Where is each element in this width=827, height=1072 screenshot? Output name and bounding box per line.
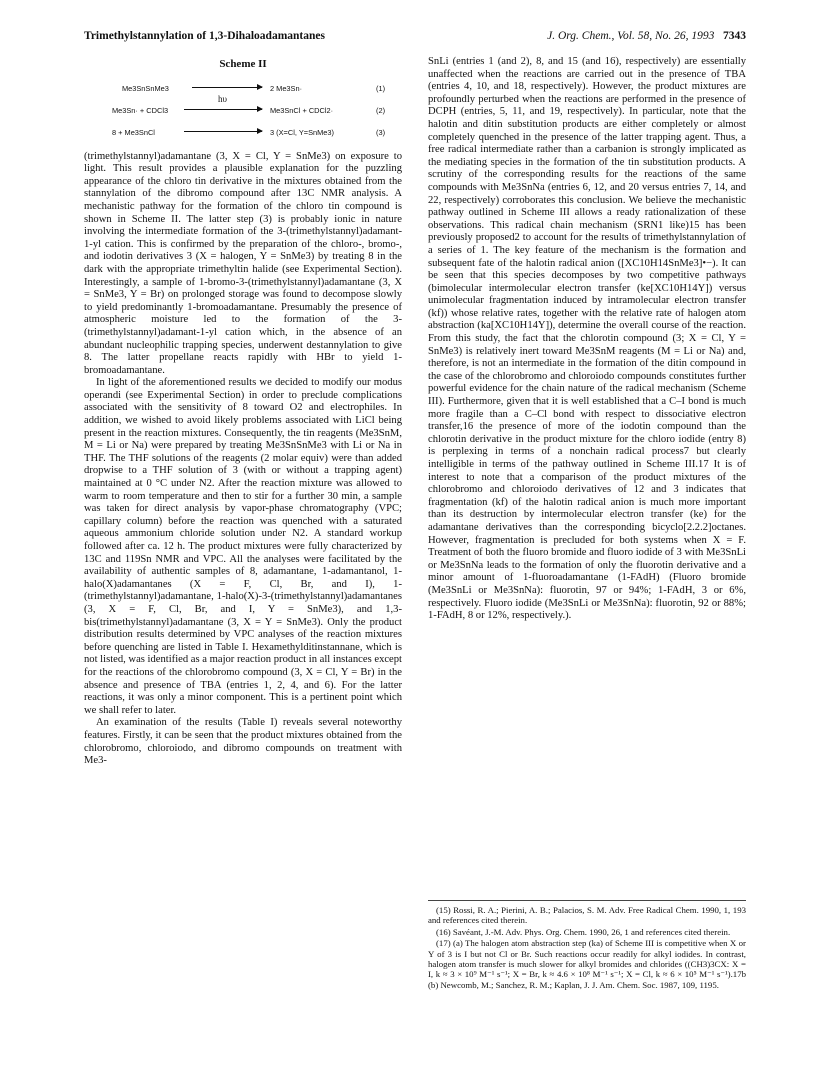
light-label: hυ	[218, 93, 227, 104]
paragraph: (trimethylstannyl)adamantane (3, X = Cl, Y = SnMe3) on exposure to light. This result provides a plausible explanation for the puzzling appearance of the chloro tin derivative in the mixtures obtained from the stannylation of the dibromo compound after 13C NMR analysis. A mechanistic pathway for the formation of the chloro tin compound is shown in Scheme II. The latter step (3) is probably ionic in nature involving the intermediate formation of the 3-(trimethylstannyl)adamant-1-yl cation. This is confirmed by the preparation of the chloro-, bromo-, and iodotin derivatives 3 (X = halogen, Y = SnMe3) by treating 8 in the dark with the appropriate trimethyltin halide (see Experimental Section). Interestingly, a sample of 1-bromo-3-(trimethylstannyl)adamantane (3, X = SnMe3, Y = Br) on prolonged storage was found to decompose slowly to yield predominantly 1-bromoadamantane. Presumably the presence of atmospheric moisture led to the formation of the 3-(trimethylstannyl)adamant-1-yl cation which, in the absence of an abundant nucleophilic trapping species, underwent destannylation to give 8. The latter propellane reacts rapidly with HBr to yield 1-bromoadamantane.	[84, 150, 402, 376]
paragraph: In light of the aforementioned results we decided to modify our modus operandi (see Experimental Section) in order to preclude complications associated with the sensitivity of 8 toward O2 and electrophiles. In addition, we wished to avoid likely problems associated with LiCl being present in the reaction mixtures. Consequently, the tin reagents (Me3SnM, M = Li or Na) were prepared by treating Me3SnSnMe3 with Li or Na in THF. The THF solutions of the reagents (2 molar equiv) were than added dropwise to a THF solution of 3 (with or without a trapping agent) maintained at 0 °C under N2. After the reaction mixture was allowed to warm to room temperature and then to stir for a further 30 min, a sample was taken for direct analysis by vapor-phase chromatography (VPC; capillary column) before the reaction was quenched with a saturated aqueous ammonium chloride solution under N2. A standard workup followed after ca. 12 h. The product mixtures were fully characterized by 13C and 119Sn NMR and VPC. All the analyses were facilitated by the availability of authentic samples of 8, adamantane, 1-adamantanol, 1-halo(X)adamantanes (X = F, Cl, Br, and I), 1-(trimethylstannyl)adamantane, 1-halo(X)-3-(trimethylstannyl)adamantanes (3, X = F, Cl, Br, and I, Y = SnMe3), and 1,3-bis(trimethylstannyl)adamantane (3, X = Y = SnMe3). Only the product distribution results determined by VPC analyses of the reaction mixtures before quenching are listed in Table I. Hexamethylditinstannane, which is not listed, was identified as a major reaction product in all instances except for the reactions of the chlorobromo compound (3, X = Cl, Y = Br) in the absence and presence of TBA (entries 1, 2, 4, and 6). For the latter reactions, it was only a minor component. This is a pertinent point which we shall refer to later.	[84, 377, 403, 716]
equation-number: (1)	[376, 83, 386, 93]
scheme-ii	[84, 58, 402, 143]
page-number: 7343	[723, 30, 746, 42]
footnote: (17) (a) The halogen atom abstraction step (ka) of Scheme III is competitive when X or Y of 3 is I but not Cl or Br. Such reactions occur readily for alkyl iodides. In contrast, halogen atom transfer is much slower for alkyl bromides and chlorides ((CH3)3CX: X = I, k ≈ 3 × 10⁹ M⁻¹ s⁻¹; X = Br, k ≈ 4.6 × 10⁸ M⁻¹ s⁻¹; X = Cl, k ≈ 6 × 10⁵ M⁻¹ s⁻¹).17b (b) Newcomb, M.; Sanchez, R. M.; Kaplan, J. J. Am. Chem. Soc. 1987, 109, 1195.	[428, 938, 746, 990]
right-column	[428, 56, 746, 623]
footnote: (16) Savéant, J.-M. Adv. Phys. Org. Chem. 1990, 26, 1 and references cited therein.	[436, 926, 731, 937]
reaction-arrow	[184, 131, 262, 132]
equation-number: (3)	[376, 127, 386, 137]
scheme-row-2	[84, 99, 402, 121]
running-title: Trimethylstannylation of 1,3-Dihaloadamantanes	[84, 30, 325, 42]
scheme-row-3	[84, 121, 402, 143]
scheme-product: Me3SnCl + CDCl2·	[270, 105, 334, 115]
footnotes	[428, 900, 746, 991]
scheme-product: 2 Me3Sn·	[270, 83, 303, 93]
scheme-row-1	[84, 77, 402, 104]
footnote: (15) Rossi, R. A.; Pierini, A. B.; Palacios, S. M. Adv. Free Radical Chem. 1990, 1, 193 and references cited therein.	[428, 905, 746, 926]
reaction-arrow	[192, 87, 262, 104]
scheme-reactant: 8 + Me3SnCl	[112, 127, 155, 137]
paragraph: An examination of the results (Table I) reveals several noteworthy features. Firstly, it can be seen that the product mixtures obtained from the chlorobromo, chloroiodo, and dibromo compounds on treatment with Me3-	[84, 717, 402, 767]
running-header	[84, 30, 746, 46]
paragraph: SnLi (entries 1 (and 2), 8, and 15 (and 16), respectively) are essentially unaffected when the reactions are carried out in the presence of TBA (entries 4, 10, and 18, respectively). However, the product mixtures are profoundly perturbed when the reactions are performed in the presence of DCPH (entries, 5, 11, and 19, respectively). In particular, note that the halotin and ditin substitution products are either completely or almost completely quenched in the presence of the latter trapping agent. Thus, a free radical intermediate rather than a carbanion is strongly implicated as the mediating species in the formation of the tin substitution products. A scrutiny of the corresponding results for the reactions of the same compounds with Me3SnNa (entries 6, 12, and 20 versus entries 7, 14, and 22, respectively) corroborates this conclusion. We believe the mechanistic pathway outlined in Scheme III allows a ready rationalization of these observations. This radical chain mechanism (SRN1 like)15 has been previously proposed2 to account for the results of trimethylstannylation of a series of 1. The key feature of the mechanism is the formation and subsequent fate of the halotin radical anion ([XC10H14SnMe3]•−). It can be seen that this species decomposes by two competitive pathways (bimolecular intermolecular electron transfer (ke[XC10H14Y]) versus unimolecular fragmentation induced by intramolecular electron transfer (kf)) whose relative rates, together with the relative rate of halogen atom abstraction (ka[XC10H14Y]), determine the overall course of the reaction. From this study, the fact that the chlorotin compound (3; X = Cl, Y = SnMe3) is relatively inert toward Me3SnM reagents (M = Li or Na) and, therefore, is not an intermediate in the formation of the ditin compound in the case of the chlorobromo and chloroiodo compounds constitutes further powerful evidence for the chain nature of the radical mechanism (Scheme III). Furthermore, given that it is well established that a C–I bond is much more fragile than a C–Cl bond with respect to dissociative electron transfer,16 the presence of more of the iodotin compound than the chlorotin derivative in the product mixture for the chloro iodide (entry 8) is perplexing in terms of a nonchain radical process7 but clearly intelligible in terms of the pathway outlined in Scheme III.17 It is of interest to note that a comparison of the product mixtures of the chlorobromo and chloroiodo derivatives of 12 and 3 indicates that fragmentation (kf) of the halotin radical anion is much more important than its destruction by intermolecular electron transfer (ke) for the adamantane derivatives than the corresponding bicyclo[2.2.2]octanes. However, fragmentation is precluded for both systems when X = F. Treatment of both the fluoro bromide and fluoro iodide of 3 with Me3SnLi or Me3SnNa leads to the formation of only the fluorotin derivative and a minor amount of 1-fluoroadamantane (1-FAdH) (Fluoro bromide (Me3SnLi or Me3SnNa): fluorotin, 97 or 94%; 1-FAdH, 3 or 6%, respectively. Fluoro iodide (Me3SnLi or Me3SnNa): fluorotin, 92 or 88%; 1-FAdH, 8 or 12%, respectively.).	[428, 56, 746, 622]
scheme-reactant: Me3SnSnMe3	[122, 83, 169, 93]
reaction-arrow	[184, 109, 262, 110]
equation-number: (2)	[376, 105, 386, 115]
journal-info: J. Org. Chem., Vol. 58, No. 26, 1993	[547, 30, 715, 42]
left-column	[84, 56, 402, 768]
scheme-product: 3 (X=Cl, Y=SnMe3)	[270, 127, 334, 137]
journal-citation	[547, 30, 746, 42]
scheme-reactant: Me3Sn· + CDCl3	[112, 105, 169, 115]
scheme-title: Scheme II	[219, 58, 267, 70]
